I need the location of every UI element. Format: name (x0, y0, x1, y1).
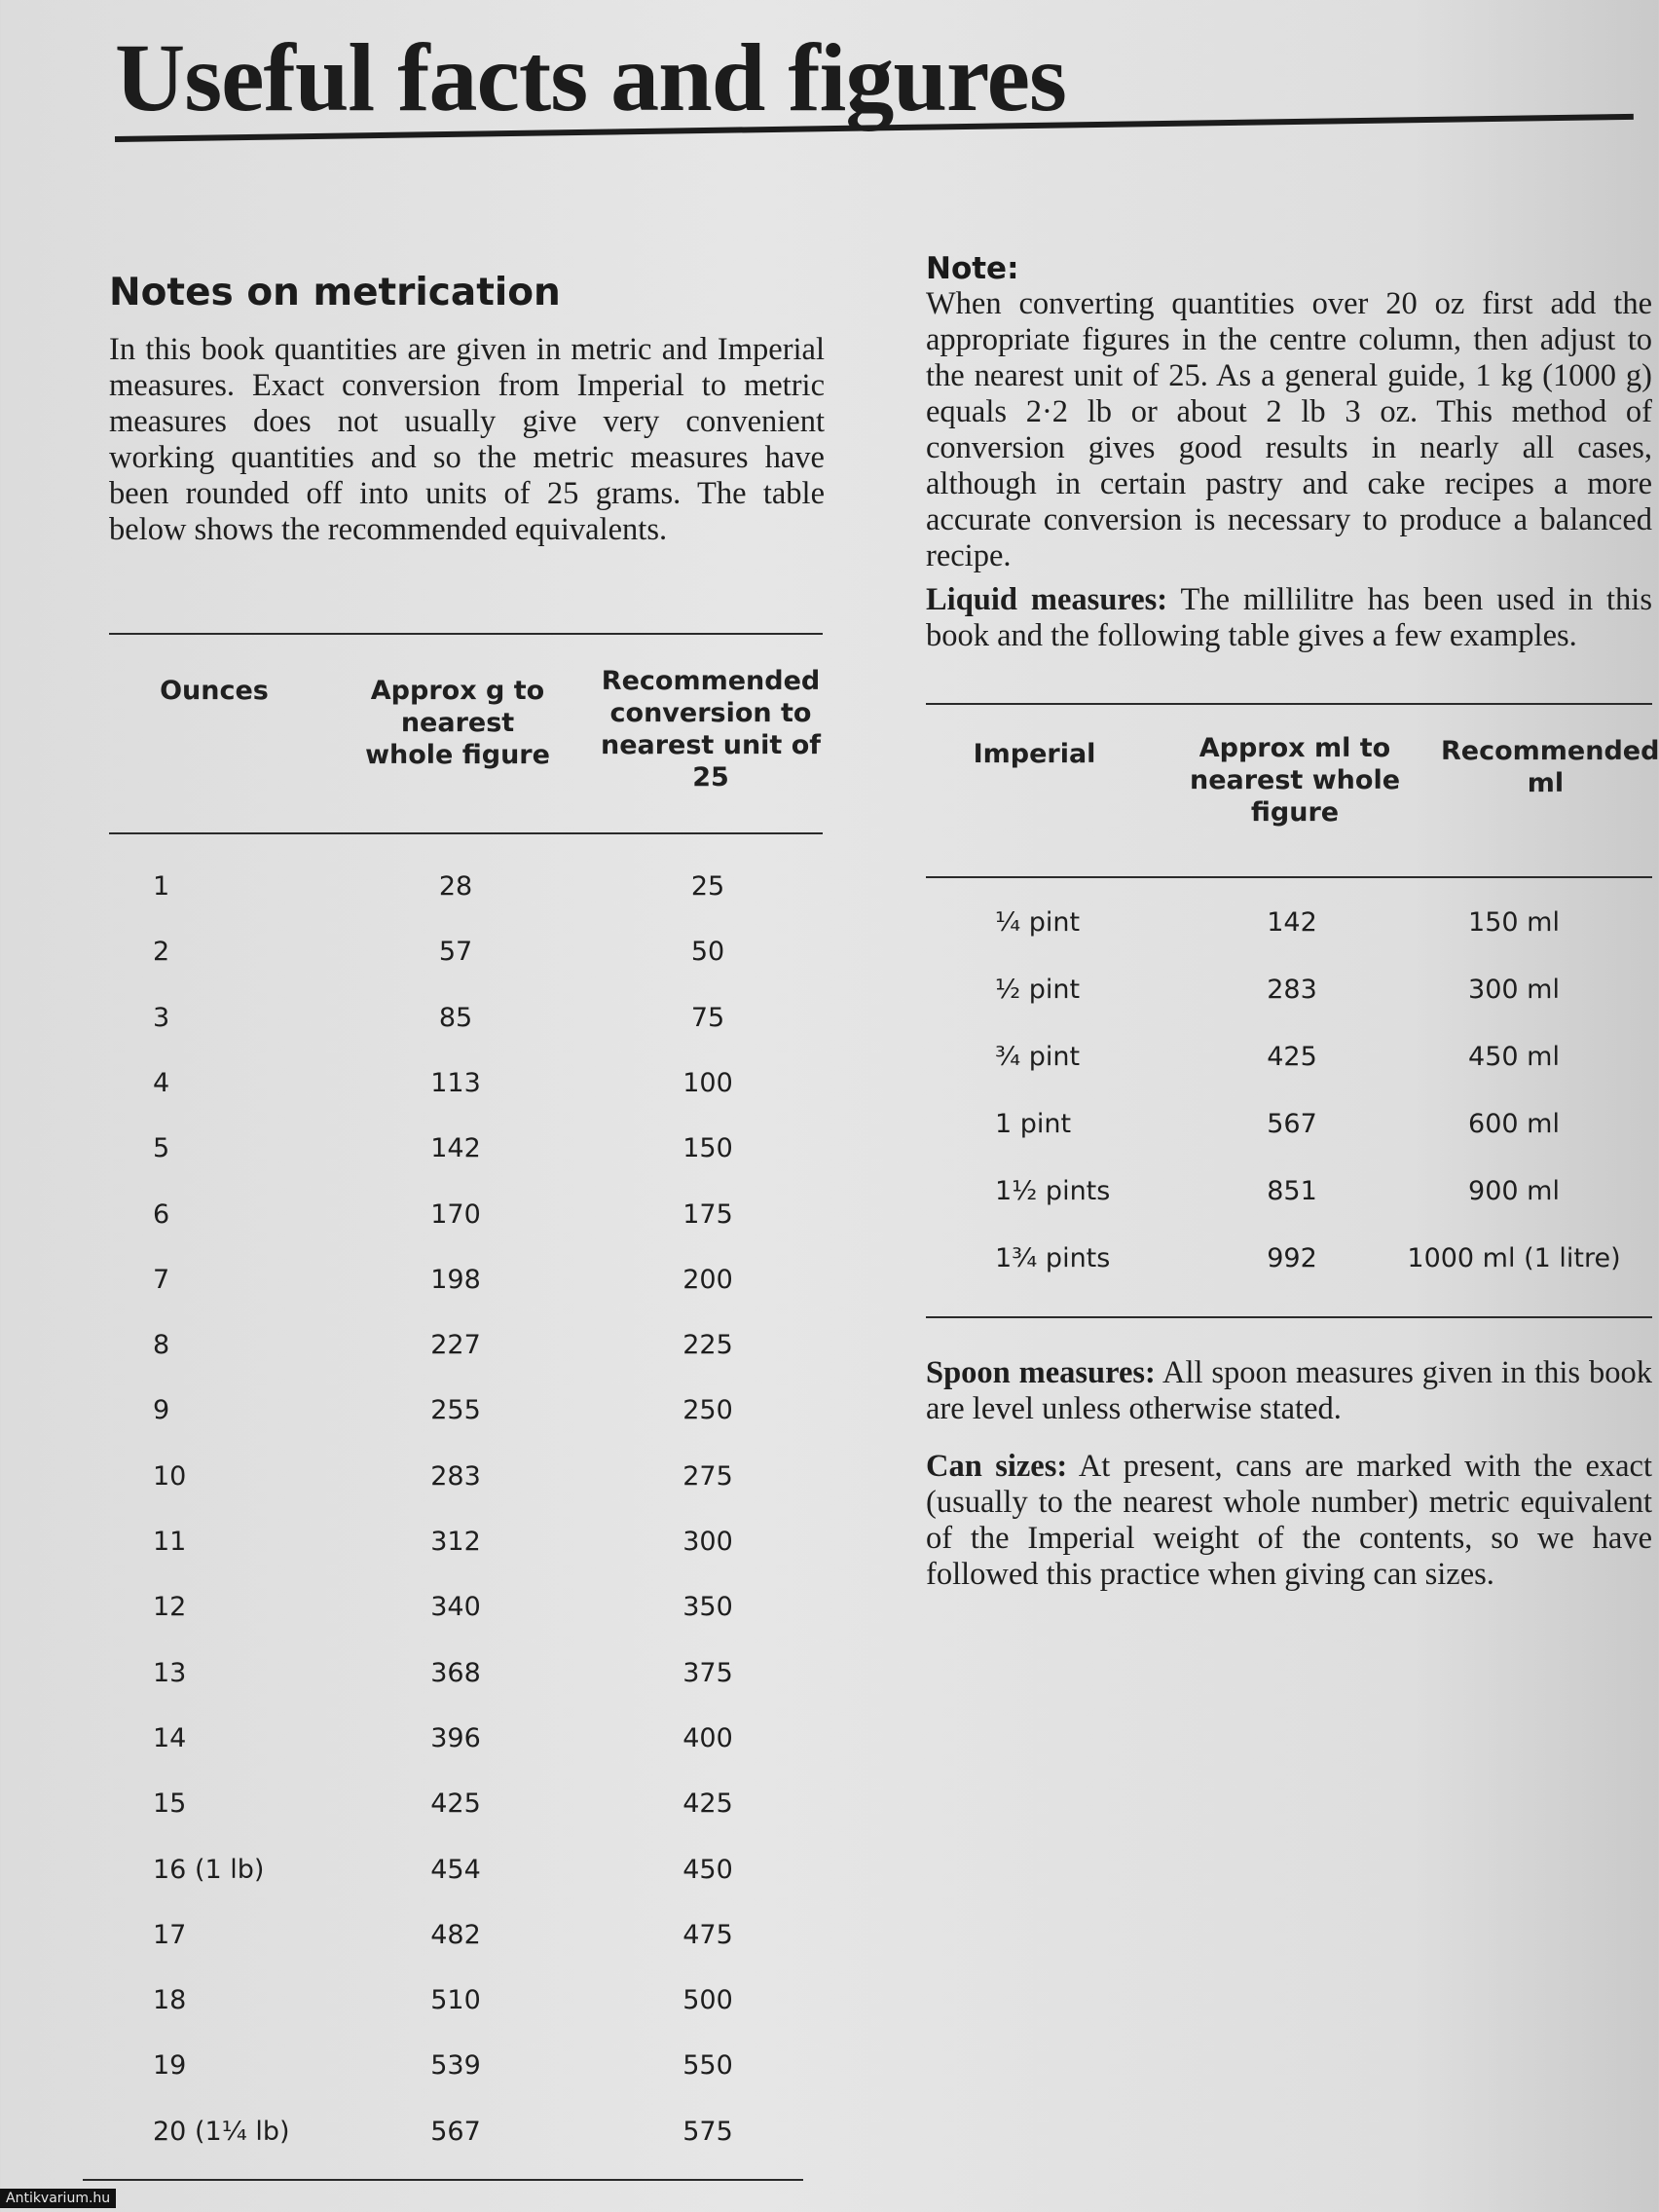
weight-table-row-cell: 396 (430, 1722, 481, 1753)
weight-table-row-cell: 475 (682, 1919, 733, 1950)
can-sizes-block (926, 1449, 1652, 1593)
weight-header-approx-g: Approx g to nearest whole figure (365, 676, 550, 770)
weight-header-recommended: Recommended conversion to nearest unit of 25 (600, 666, 822, 793)
liquid-table-bottom-rule (926, 1316, 1652, 1318)
weight-table-row-cell: 9 (153, 1395, 170, 1426)
weight-table-row-cell: 4 (153, 1067, 170, 1098)
liquid-table-row-cell: 851 (1267, 1176, 1317, 1206)
can-sizes-body: At present, cans are marked with the exact (usually to the nearest whole number) metric equivalent of the Imperial weight of the contents, so we have followed this practice when giving can sizes. (926, 1449, 1652, 1592)
watermark: Antikvarium.hu (0, 2189, 116, 2208)
weight-table-row-cell: 25 (690, 871, 725, 902)
weight-table-row-cell: 198 (430, 1264, 481, 1295)
weight-table-row-cell: 539 (430, 2050, 481, 2082)
weight-table-row-cell: 400 (682, 1722, 733, 1753)
weight-table-row-cell: 28 (438, 871, 473, 902)
weight-table-row-cell: 5 (153, 1133, 170, 1164)
weight-table-row-cell: 312 (430, 1527, 481, 1557)
weight-table-row-cell: 113 (430, 1067, 481, 1098)
liquid-table-row-cell: 300 ml (1468, 975, 1560, 1005)
section-heading: Notes on metrication (109, 271, 561, 314)
liquid-table-row-cell: 900 ml (1468, 1176, 1560, 1206)
weight-table-row-cell: 250 (682, 1395, 733, 1426)
weight-table-row-cell: 15 (153, 1788, 187, 1820)
page-title: Useful facts and figures (115, 23, 1066, 131)
weight-table-row-cell: 142 (430, 1133, 481, 1164)
weight-table-row-cell: 550 (682, 2050, 733, 2082)
liquid-measures-block (926, 582, 1652, 654)
weight-table-row-cell: 500 (682, 1985, 733, 2016)
liquid-table-row-cell: ¾ pint (995, 1042, 1081, 1072)
metrication-section (109, 271, 825, 548)
weight-table-row-cell: 510 (430, 1985, 481, 2016)
weight-table-row-cell: 18 (153, 1985, 187, 2016)
liquid-table-row-cell: 567 (1267, 1109, 1317, 1139)
weight-table-top-rule (109, 633, 823, 635)
weight-table-bottom-rule (83, 2179, 803, 2181)
weight-header-ounces: Ounces (160, 676, 269, 706)
weight-table-row-cell: 75 (690, 1002, 725, 1033)
weight-table-row-cell: 150 (682, 1133, 733, 1164)
weight-table-row-cell: 100 (682, 1067, 733, 1098)
weight-table-row-cell: 17 (153, 1919, 187, 1950)
weight-table-row-cell: 567 (430, 2116, 481, 2147)
spoon-measures-body: All spoon measures given in this book are level unless otherwise stated. (926, 1355, 1652, 1426)
weight-table-row-cell: 225 (682, 1330, 733, 1361)
weight-table-header-rule (109, 832, 823, 834)
weight-table-row-cell: 1 (153, 871, 170, 902)
weight-table-row-cell: 20 (1¼ lb) (153, 2116, 290, 2147)
weight-table-row-cell: 19 (153, 2050, 187, 2082)
weight-table-row-cell: 2 (153, 937, 170, 968)
liquid-table-row-cell: 283 (1267, 975, 1317, 1005)
liquid-table-top-rule (926, 703, 1652, 705)
liquid-table-row-cell: 1¾ pints (995, 1243, 1111, 1273)
weight-table-row-cell: 275 (682, 1460, 733, 1492)
weight-table-row-cell: 482 (430, 1919, 481, 1950)
weight-table-row-cell: 350 (682, 1592, 733, 1623)
liquid-table-row-cell: 142 (1267, 907, 1317, 938)
weight-table-row-cell: 340 (430, 1592, 481, 1623)
weight-table-row-cell: 11 (153, 1527, 187, 1557)
liquid-measures-label: Liquid measures: (926, 582, 1168, 617)
weight-table-row-cell: 13 (153, 1657, 187, 1688)
weight-table-row-cell: 454 (430, 1854, 481, 1885)
weight-table-row-cell: 300 (682, 1527, 733, 1557)
metrication-intro: In this book quantities are given in metric and Imperial measures. Exact conversion from Imperial to metric measures does not usually give very convenient working quantities and so the metric measures have been rounded off into units of 25 grams. The table below shows the recommended equivalents. (109, 332, 825, 547)
liquid-table-row-cell: 600 ml (1468, 1109, 1560, 1139)
spoon-measures-label: Spoon measures: (926, 1355, 1156, 1390)
weight-table-row-cell: 57 (438, 937, 473, 968)
weight-table-row-cell: 50 (690, 937, 725, 968)
weight-table-row-cell: 16 (1 lb) (153, 1854, 265, 1885)
weight-table-row-cell: 14 (153, 1722, 187, 1753)
liquid-table-header-rule (926, 876, 1652, 878)
weight-table-row-cell: 450 (682, 1854, 733, 1885)
liquid-table-row-cell: ¼ pint (995, 907, 1081, 938)
weight-table-row-cell: 175 (682, 1198, 733, 1230)
weight-table-row-cell: 255 (430, 1395, 481, 1426)
note-label: Note: (926, 251, 1019, 286)
liquid-table-row-cell: 150 ml (1468, 907, 1560, 938)
liquid-measures-body: The millilitre has been used in this book and the following table gives a few examples. (926, 582, 1652, 653)
liquid-header-approx-ml: Approx ml to nearest whole figure (1189, 733, 1401, 828)
note-body: When converting quantities over 20 oz first add the appropriate figures in the centre column, then adjust to the nearest unit of 25. As a general guide, 1 kg (1000 g) equals 2·2 lb or about 2 lb 3 oz. This method of conversion gives good results in nearly all cases, although in certain pastry and cake recipes a more accurate conversion is necessary to produce a balanced recipe. (926, 286, 1652, 573)
weight-table-row-cell: 368 (430, 1657, 481, 1688)
liquid-table-row-cell: 1 pint (995, 1109, 1072, 1139)
weight-table-row-cell: 85 (438, 1002, 473, 1033)
note-block (926, 251, 1652, 574)
weight-table-row-cell: 425 (430, 1788, 481, 1820)
liquid-header-imperial: Imperial (973, 739, 1096, 769)
weight-table-row-cell: 200 (682, 1264, 733, 1295)
spoon-measures-block (926, 1355, 1652, 1427)
weight-table-row-cell: 10 (153, 1460, 187, 1492)
weight-table-row-cell: 7 (153, 1264, 170, 1295)
weight-table-row-cell: 6 (153, 1198, 170, 1230)
liquid-table-row-cell: 1000 ml (1 litre) (1407, 1243, 1621, 1273)
weight-table-row-cell: 425 (682, 1788, 733, 1820)
weight-table-row-cell: 283 (430, 1460, 481, 1492)
can-sizes-label: Can sizes: (926, 1449, 1068, 1484)
weight-table-row-cell: 575 (682, 2116, 733, 2147)
liquid-table-row-cell: 1½ pints (995, 1176, 1111, 1206)
weight-table-row-cell: 12 (153, 1592, 187, 1623)
weight-table-row-cell: 227 (430, 1330, 481, 1361)
liquid-table-row-cell: 992 (1267, 1243, 1317, 1273)
liquid-table-row-cell: ½ pint (995, 975, 1081, 1005)
weight-table-row-cell: 170 (430, 1198, 481, 1230)
weight-table-row-cell: 375 (682, 1657, 733, 1688)
liquid-header-recommended: Recommended ml (1441, 736, 1659, 798)
liquid-table-row-cell: 425 (1267, 1042, 1317, 1072)
weight-table-row-cell: 8 (153, 1330, 170, 1361)
liquid-table-row-cell: 450 ml (1468, 1042, 1560, 1072)
weight-table-row-cell: 3 (153, 1002, 170, 1033)
